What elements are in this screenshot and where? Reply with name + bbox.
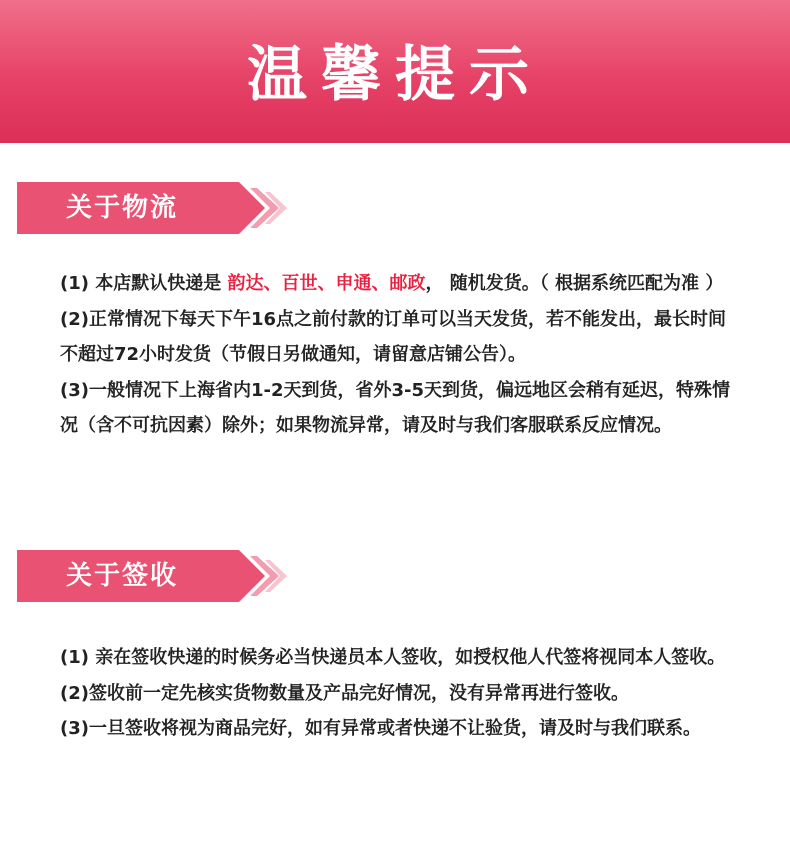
logistics-paragraph-2: (2)正常情况下每天下午16点之前付款的订单可以当天发货，若不能发出，最长时间不超过72小时发货（节假日另做通知，请留意店铺公告）。: [60, 308, 727, 365]
courier-list: 韵达、百世、申通、邮政: [227, 273, 426, 294]
signing-paragraph-3: (3)一旦签收将视为商品完好，如有异常或者快递不让验货，请及时与我们联系。: [60, 718, 701, 739]
logistics-p1-suffix: ， 随机发货。（ 根据系统匹配为准 ）: [425, 273, 724, 294]
section-header-logistics: [17, 182, 287, 234]
signing-paragraph-1: (1) 亲在签收快递的时候务必当快递员本人签收，如授权他人代签将视同本人签收。: [60, 647, 726, 668]
signing-body: [60, 640, 740, 747]
section-title-signing: 关于签收: [66, 561, 179, 591]
banner-title: 温馨提示: [247, 39, 543, 110]
logistics-paragraph-1: [60, 266, 740, 302]
logistics-paragraph-3: (3)一般情况下上海省内1-2天到货，省外3-5天到货，偏远地区会稍有延迟，特殊情况（含不可抗因素）除外；如果物流异常，请及时与我们客服联系反应情况。: [60, 379, 731, 436]
logistics-p1-prefix: (1) 本店默认快递是: [60, 273, 228, 294]
logistics-body: [60, 266, 740, 444]
section-header-signing: [17, 550, 287, 602]
section-title-logistics: 关于物流: [66, 193, 179, 223]
signing-paragraph-2: (2)签收前一定先核实货物数量及产品完好情况，没有异常再进行签收。: [60, 682, 629, 704]
header-banner: [0, 0, 790, 143]
